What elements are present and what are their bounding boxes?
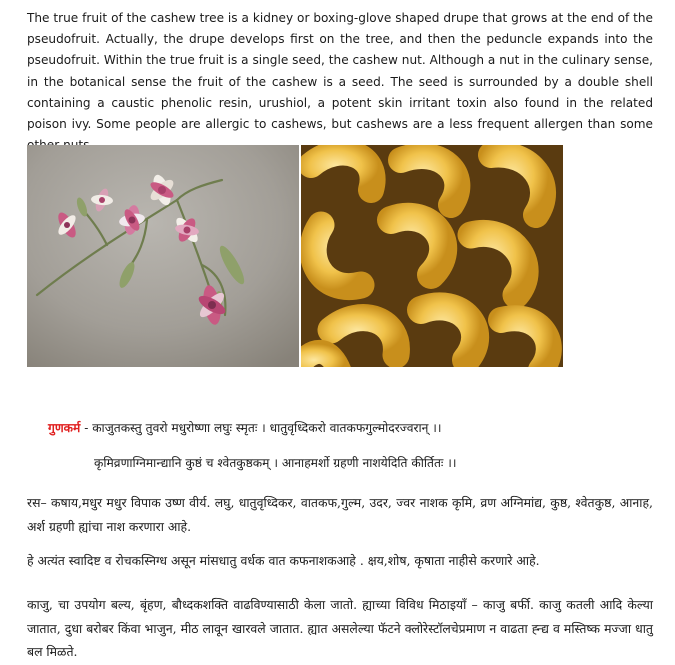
shloka-line-1-text: - काजुतकस्तु तुवरो मधुरोष्णा लघुः स्मृतः । धातुवृध्दिकरो वातकफगुल्मोदरज्वरान् ।। xyxy=(80,421,442,435)
shloka-line-1 xyxy=(48,419,442,436)
cashew-flower-photo xyxy=(27,145,299,367)
usage-paragraph: काजु, चा उपयोग बल्य, बृंहण, बौध्दकशक्ति वाढविण्यासाठी केला जातो. ह्याच्या विविध मिठाइयाँ – काजु बर्फी. काजु कतली आदि केल्या जातात, दुधा बरोबर किंवा भाजुन, मीठ लावून खारवले जातात. ह्यात असलेल्या फॅटने क्लोरेस्टॉलचेप्रमाण न वाढता ह्न्द्य व मस्तिष्क मज्जा धातु बल मिळते. xyxy=(27,597,653,659)
intro-paragraph: The true fruit of the cashew tree is a kidney or boxing-glove shaped drupe that grows at the end of the pseudofruit. Actually, the drupe develops first on the tree, and then the peduncle expands into the pseudofruit. Within the true fruit is a single seed, the cashew nut. Although a nut in the culinary sense, in the botanical sense the fruit of the cashew is a seed. The seed is surrounded by a double shell containing a caustic phenolic resin, urushiol, a potent skin irritant toxin also found in the related poison ivy. Some people are allergic to cashews, but cashews are a less frequent allergen than some xyxy=(27,11,653,132)
rasa-paragraph: रस– कषाय,मधुर मधुर विपाक उष्ण वीर्य. लघु, धातुवृध्दिकर, वातकफ,गुल्म, उदर, ज्वर नाशक कृमि, व्रण अग्निमांद्य, कुष्ठ, श्वेतकुष्ठ, आनाह, अर्श ग्रहणी ह्यांचा नाश करणारा आहे. xyxy=(27,495,653,534)
shloka-line-2: कृमिव्रणाग्निमान्द्यानि कुष्ठं च श्वेतकुष्ठकम् । आनाहमर्शो ग्रहणी नाशयेदिति कीर्तितः ।। xyxy=(94,456,457,470)
gunakarma-label: गुणकर्म xyxy=(48,421,81,435)
cashew-nuts-photo xyxy=(301,145,563,367)
benefit-paragraph: हे अत्यंत स्वादिष्ट व रोचकस्निग्ध असून मांसधातु वर्धक वात कफनाशकआहे . क्षय,शोष, कृषाता नाहीसे करणारे आहे. xyxy=(27,553,540,568)
